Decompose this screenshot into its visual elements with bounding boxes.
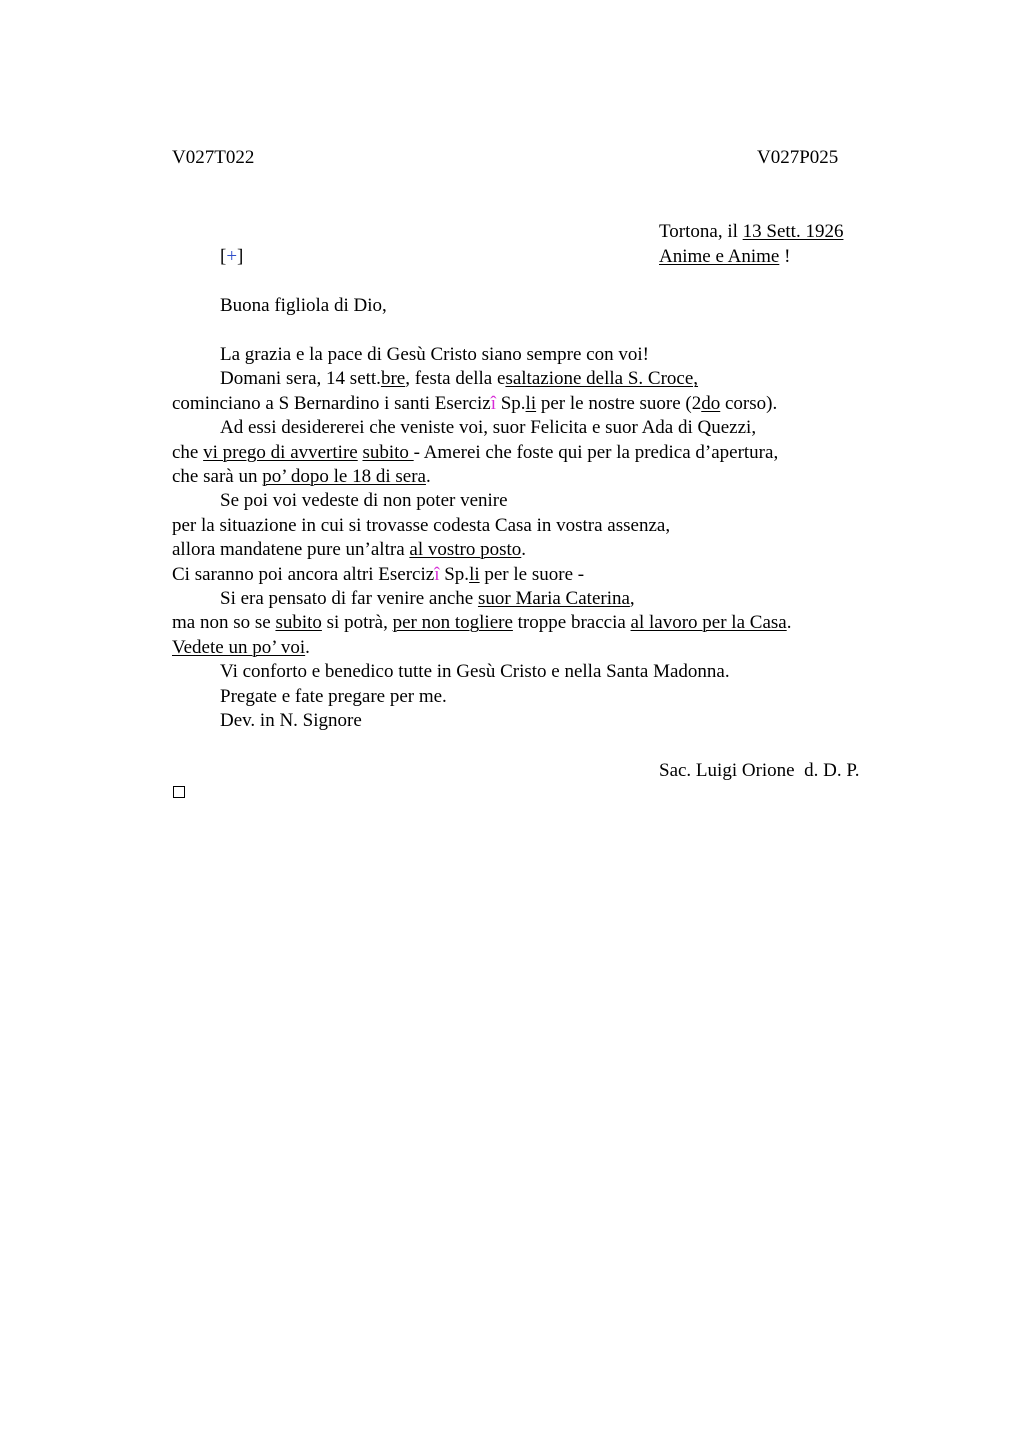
line-text: . — [521, 539, 527, 561]
underlined-text: suor Maria Caterina — [477, 588, 630, 609]
line-text: che — [172, 441, 204, 463]
letter-line — [172, 563, 584, 587]
line-text: che sarà un — [172, 466, 263, 487]
letter-line — [172, 392, 777, 416]
letter-line — [172, 441, 778, 465]
line-text: - Amerei che foste qui per la predica d’apertura, — [413, 441, 779, 463]
cross-mark — [220, 245, 243, 269]
line-text: ma non so se — [172, 612, 276, 634]
letter-date: 13 Sett. 1926 — [742, 221, 844, 242]
underlined-text: bre — [380, 368, 406, 390]
underlined-text: Vedete un po’ voi — [172, 636, 306, 658]
letter-line — [220, 660, 730, 684]
line-text: per le nostre suore (2 — [536, 392, 702, 414]
underlined-text: li — [525, 392, 537, 414]
signature: Sac. Luigi Orione d. D. P. — [659, 760, 860, 781]
line-text: Domani sera, 14 sett. — [220, 368, 381, 390]
underlined-text: po’ dopo le 18 di sera — [262, 466, 426, 487]
cross-open: [ — [220, 246, 227, 267]
line-text: corso). — [720, 392, 778, 414]
letter-line — [172, 514, 670, 538]
doc-code-left: V027T022 — [172, 147, 255, 168]
line-text: . — [425, 466, 431, 487]
motto-suffix: ! — [779, 246, 791, 267]
line-text: Vi conforto e benedico tutte in Gesù Cristo e nella Santa Madonna. — [220, 661, 730, 683]
motto-text: Anime e Anime — [659, 246, 780, 267]
cross-close: ] — [237, 246, 244, 267]
underlined-text: li — [469, 563, 480, 585]
underlined-text: vi prego di avvertire — [203, 441, 358, 463]
line-text: troppe braccia — [512, 612, 631, 634]
line-text: per la situazione in cui si trovasse codesta Casa in vostra assenza, — [172, 514, 671, 536]
line-text: allora mandatene pure un’altra — [172, 539, 410, 561]
highlighted-letter: î — [490, 392, 496, 414]
letter-line — [172, 465, 431, 489]
salutation: Buona figliola di Dio, — [220, 295, 387, 316]
letter-line — [220, 416, 756, 440]
place-prefix: Tortona, il — [659, 221, 743, 242]
line-text: cominciano a S Bernardino i santi Esercizî Sp. — [172, 392, 526, 414]
letter-line — [172, 538, 526, 562]
letter-line — [172, 636, 310, 660]
line-text: , — [629, 588, 635, 609]
letter-line — [220, 367, 698, 391]
line-text: , festa della e — [405, 368, 506, 390]
letter-line — [220, 343, 649, 367]
cross-icon: + — [226, 246, 238, 267]
underlined-text: subito — [275, 612, 322, 634]
letter-line — [220, 709, 362, 733]
underlined-text: do — [701, 392, 721, 414]
letter-line — [220, 587, 635, 611]
line-text: Si era pensato di far venire anche — [220, 588, 478, 609]
doc-code-right: V027P025 — [757, 147, 839, 168]
underlined-text: al vostro posto — [409, 539, 522, 561]
line-text: Ci saranno poi ancora altri Esercizî Sp. — [172, 563, 470, 585]
line-text: Dev. in N. Signore — [220, 710, 362, 731]
letter-line — [220, 489, 508, 513]
line-text: . — [786, 612, 792, 634]
place-date — [659, 220, 843, 244]
line-text: per le suore - — [479, 563, 585, 585]
line-text: Ad essi desidererei che veniste voi, suor Felicita e suor Ada di Quezzi, — [220, 417, 757, 439]
underlined-text: al lavoro per la Casa — [630, 612, 787, 634]
underlined-text: subito — [362, 441, 414, 463]
highlighted-letter: î — [434, 563, 440, 585]
line-text: La grazia e la pace di Gesù Cristo siano sempre con voi! — [220, 344, 649, 365]
line-text: Se poi voi vedeste di non poter venire — [220, 490, 508, 512]
letter-line — [172, 611, 791, 635]
underlined-text: saltazione della S. Croce, — [505, 368, 699, 390]
line-text: si potrà, — [321, 612, 393, 634]
motto — [659, 245, 790, 269]
line-text: . — [305, 636, 310, 658]
empty-square-icon — [173, 786, 185, 798]
line-text: Pregate e fate pregare per me. — [220, 685, 447, 707]
letter-line — [220, 685, 447, 709]
underlined-text: per non togliere — [392, 612, 513, 634]
